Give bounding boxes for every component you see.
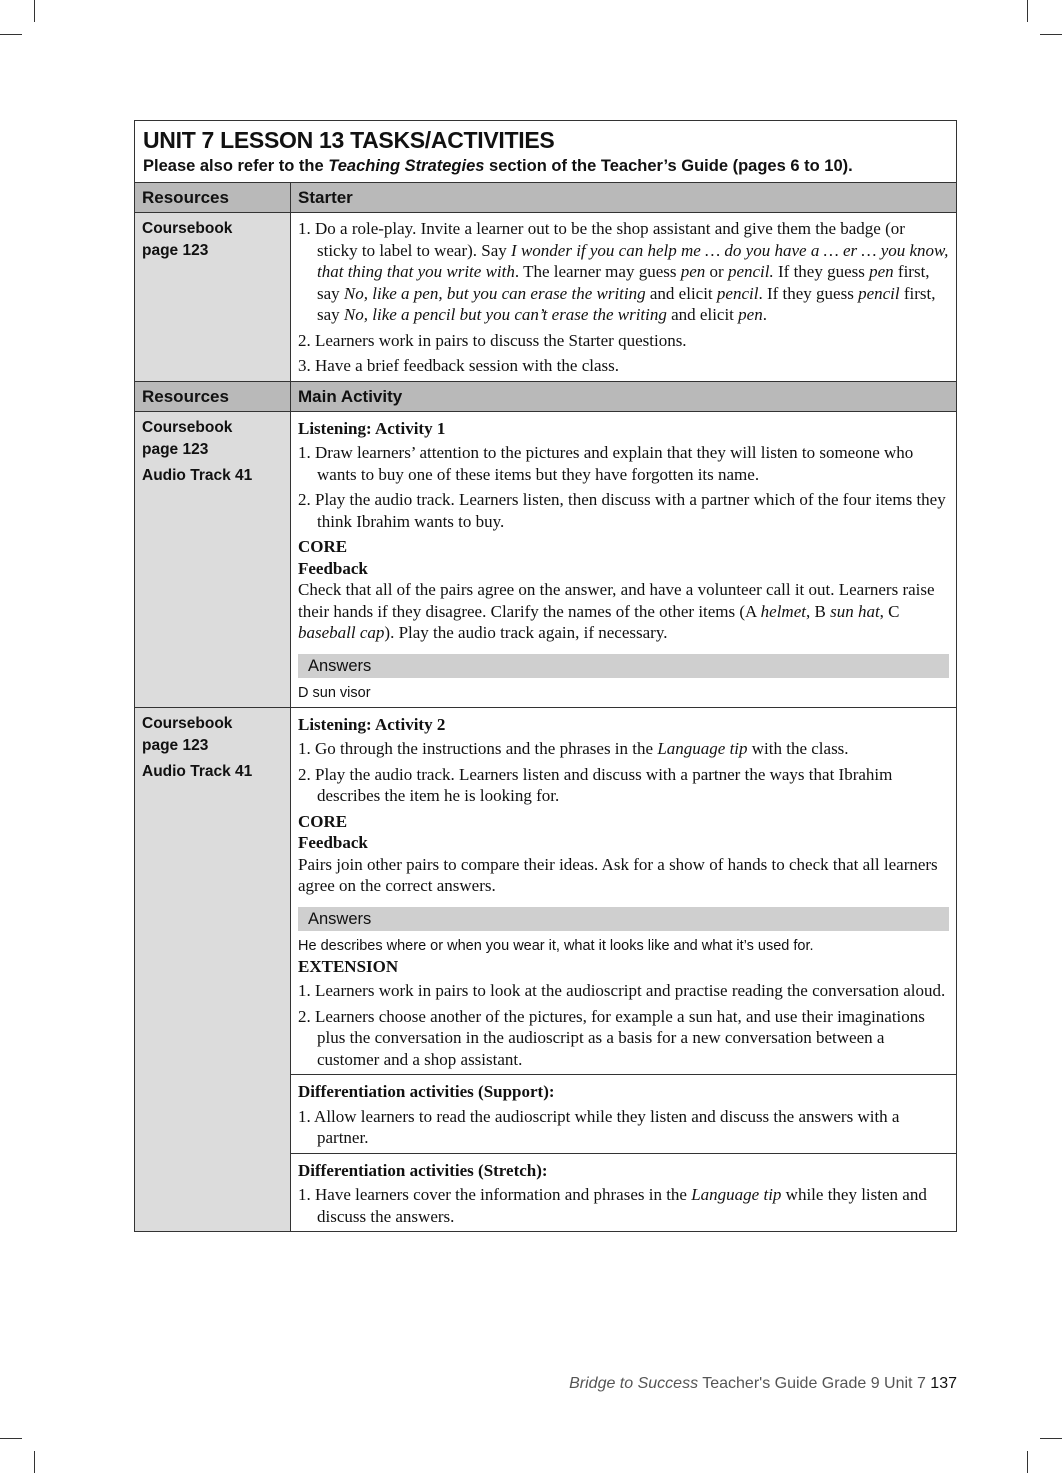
- book-title: Bridge to Success: [569, 1375, 699, 1392]
- extension-label: EXTENSION: [298, 956, 399, 976]
- activity2-row: [135, 708, 956, 1232]
- crop-mark: [1027, 1451, 1028, 1473]
- feedback-text: Pairs join other pairs to compare their ideas. Ask for a show of hands to check that all learners agree on the correct answers.: [298, 854, 938, 895]
- activity2-heading: Listening: Activity 2: [298, 714, 446, 734]
- header-subtitle: Please also refer to the Teaching Strategies section of the Teacher’s Guide (pages 6 to 10).: [143, 157, 853, 175]
- resources-heading: Resources: [135, 183, 291, 212]
- page-title: UNIT 7 LESSON 13 TASKS/ACTIVITIES: [143, 127, 555, 153]
- page-footer: Bridge to Success Teacher's Guide Grade 9 Unit 7 137: [569, 1375, 957, 1392]
- list-item: 1. Allow learners to read the audioscript while they listen and discuss the answers with a partner.: [298, 1106, 900, 1147]
- list-item: 1. Do a role-play. Invite a learner out to be the shop assistant and give them the badge (or sticky to label to wear). Say I wonder if you can help me … do you have a … er … you know, that thing that you write with. The learner may guess pen or pencil. If they guess pen first, say No, like a pen, but you can erase the writing and elicit pencil. If they guess pencil first, say No, like a pencil but you can’t erase the writing and elicit pen.: [298, 219, 949, 324]
- starter-row: [135, 213, 956, 382]
- starter-content: [291, 213, 956, 381]
- starter-section-header: [135, 183, 956, 213]
- list-item: 2. Learners work in pairs to discuss the Starter questions.: [298, 330, 687, 350]
- list-item: 3. Have a brief feedback session with the class.: [298, 356, 619, 375]
- list-item: 1. Learners work in pairs to look at the audioscript and practise reading the conversation aloud.: [298, 981, 946, 1000]
- stretch-content: [291, 1153, 956, 1232]
- crop-mark: [0, 1438, 22, 1439]
- page-number: 137: [930, 1375, 957, 1392]
- answers-bar: Answers: [298, 907, 949, 931]
- answer-text: He describes where or when you wear it, what it looks like and what it’s used for.: [298, 937, 814, 954]
- list-item: 1. Have learners cover the information and phrases in the Language tip while they listen and discuss the answers.: [298, 1185, 927, 1226]
- support-heading: Differentiation activities (Support):: [298, 1082, 555, 1101]
- answers-bar: Answers: [298, 654, 949, 678]
- activity1-resources: Coursebook page 123 Audio Track 41: [135, 412, 291, 707]
- main-section-header: [135, 382, 956, 412]
- list-item: 2. Learners choose another of the pictures, for example a sun hat, and use their imaginations plus the conversation in the audioscript as a basis for a new conversation between a customer and a shop assistant.: [298, 1006, 925, 1069]
- list-item: 1. Go through the instructions and the phrases in the Language tip with the class.: [298, 739, 849, 758]
- lesson-header: [135, 121, 956, 183]
- starter-resources: Coursebook page 123: [135, 213, 291, 381]
- crop-mark: [34, 1451, 35, 1473]
- activity2-content: [291, 708, 956, 1075]
- main-activity-heading: Main Activity: [291, 382, 956, 411]
- list-item: 2. Play the audio track. Learners listen, then discuss with a partner which of the four items they think Ibrahim wants to buy.: [298, 490, 946, 531]
- resources-heading: Resources: [135, 382, 291, 411]
- crop-mark: [34, 0, 35, 22]
- support-content: [291, 1074, 956, 1153]
- activity1-content: [291, 412, 956, 707]
- list-item: 1. Draw learners’ attention to the pictures and explain that they will listen to someone who wants to buy one of these items but they have forgotten its name.: [298, 443, 914, 484]
- crop-mark: [1027, 0, 1028, 22]
- crop-mark: [1040, 1438, 1062, 1439]
- feedback-label: Feedback: [298, 833, 368, 852]
- core-label: CORE: [298, 537, 348, 556]
- core-label: CORE: [298, 811, 348, 831]
- activity2-resources: Coursebook page 123 Audio Track 41: [135, 708, 291, 1232]
- activity1-heading: Listening: Activity 1: [298, 418, 446, 438]
- feedback-text: Check that all of the pairs agree on the answer, and have a volunteer call it out. Learners raise their hands if they disagree. Clarify the names of the other items (A helmet, B sun hat, C baseball cap). Play the audio track again, if necessary.: [298, 580, 935, 642]
- lesson-table: [134, 120, 957, 1232]
- list-item: 2. Play the audio track. Learners listen and discuss with a partner the ways that Ibrahim describes the item he is looking for.: [298, 764, 893, 805]
- starter-heading: Starter: [291, 183, 956, 212]
- crop-mark: [0, 34, 22, 35]
- answer-text: D sun visor: [298, 684, 371, 701]
- stretch-heading: Differentiation activities (Stretch):: [298, 1160, 548, 1180]
- feedback-label: Feedback: [298, 558, 368, 578]
- activity1-row: [135, 412, 956, 708]
- crop-mark: [1040, 34, 1062, 35]
